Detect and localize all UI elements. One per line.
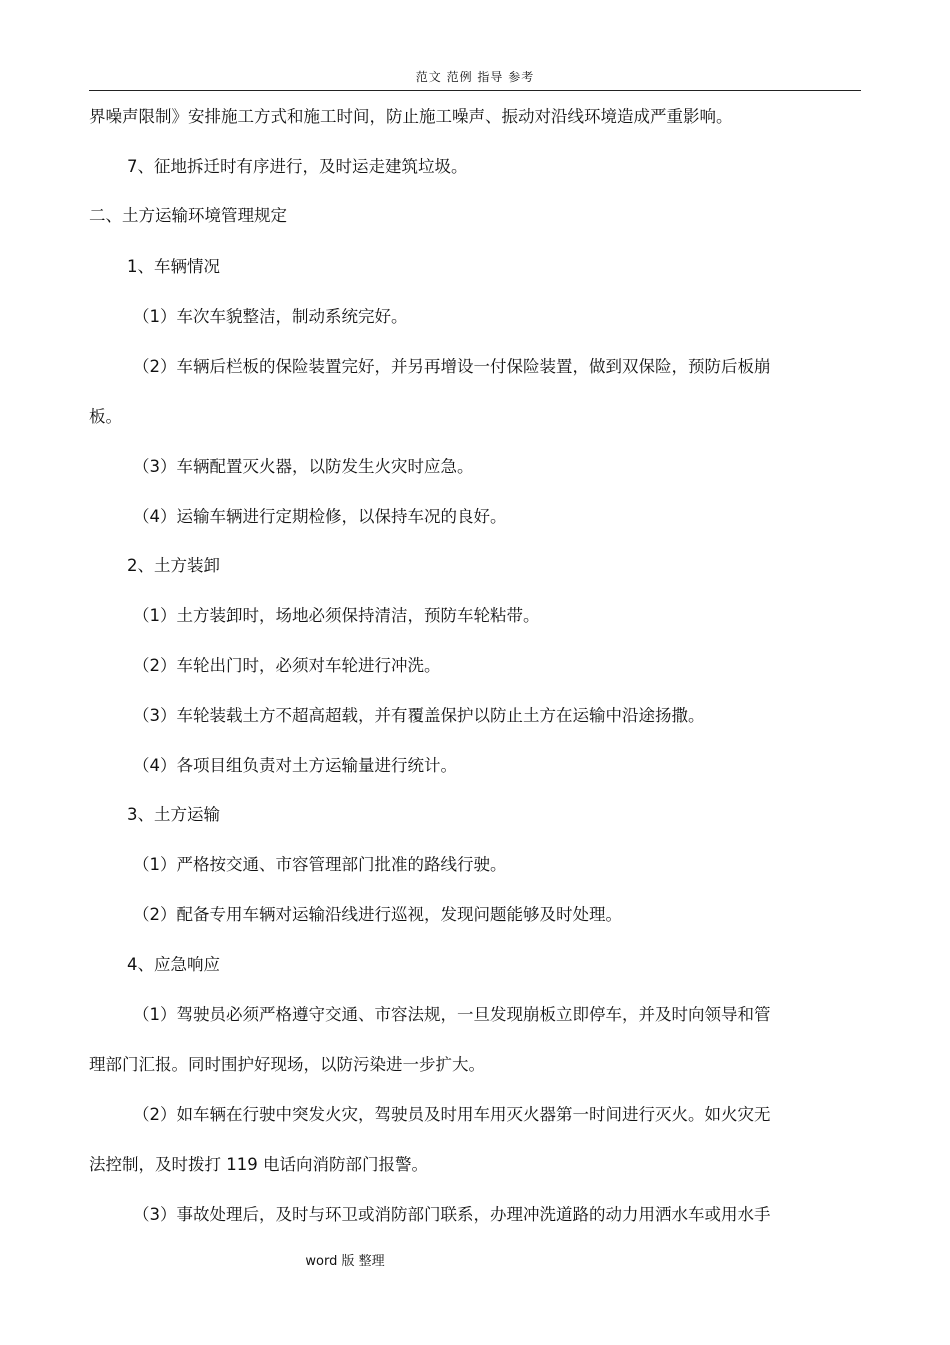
list-item: （1）土方装卸时，场地必须保持清洁，预防车轮粘带。 bbox=[133, 606, 540, 625]
list-item: （1）严格按交通、市容管理部门批准的路线行驶。 bbox=[133, 855, 507, 874]
list-item: （3）事故处理后，及时与环卫或消防部门联系，办理冲洗道路的动力用洒水车或用水手 bbox=[133, 1205, 771, 1224]
list-item: （1）驾驶员必须严格遵守交通、市容法规，一旦发现崩板立即停车，并及时向领导和管 bbox=[133, 1005, 771, 1024]
list-item: （3）车辆配置灭火器，以防发生火灾时应急。 bbox=[133, 457, 474, 476]
list-item: （2）车辆后栏板的保险装置完好，并另再增设一付保险装置，做到双保险，预防后板崩 bbox=[133, 357, 771, 376]
list-item: （2）车轮出门时，必须对车轮进行冲洗。 bbox=[133, 656, 441, 675]
paragraph-line: 板。 bbox=[89, 407, 122, 426]
header-divider bbox=[89, 90, 861, 91]
list-item: （1）车次车貌整洁，制动系统完好。 bbox=[133, 307, 408, 326]
section-heading: 二、土方运输环境管理规定 bbox=[89, 206, 287, 225]
paragraph-line: 界噪声限制》安排施工方式和施工时间，防止施工噪声、振动对沿线环境造成严重影响。 bbox=[89, 107, 733, 126]
page-header: 范文 范例 指导 参考 bbox=[415, 70, 535, 84]
subsection-heading: 3、土方运输 bbox=[127, 805, 220, 824]
list-item: （3）车轮装载土方不超高超载，并有覆盖保护以防止土方在运输中沿途扬撒。 bbox=[133, 706, 705, 725]
subsection-heading: 4、应急响应 bbox=[127, 955, 220, 974]
page-footer: word 版 整理 bbox=[305, 1254, 385, 1269]
list-item: （4）运输车辆进行定期检修，以保持车况的良好。 bbox=[133, 507, 507, 526]
list-item: （2）如车辆在行驶中突发火灾，驾驶员及时用车用灭火器第一时间进行灭火。如火灾无 bbox=[133, 1105, 771, 1124]
paragraph-line: 法控制，及时拨打 119 电话向消防部门报警。 bbox=[89, 1155, 428, 1174]
subsection-heading: 1、车辆情况 bbox=[127, 257, 220, 276]
list-item: （4）各项目组负责对土方运输量进行统计。 bbox=[133, 756, 457, 775]
subsection-heading: 2、土方装卸 bbox=[127, 556, 220, 575]
paragraph-line: 7、征地拆迁时有序进行，及时运走建筑垃圾。 bbox=[127, 157, 468, 176]
list-item: （2）配备专用车辆对运输沿线进行巡视，发现问题能够及时处理。 bbox=[133, 905, 622, 924]
paragraph-line: 理部门汇报。同时围护好现场，以防污染进一步扩大。 bbox=[89, 1055, 485, 1074]
